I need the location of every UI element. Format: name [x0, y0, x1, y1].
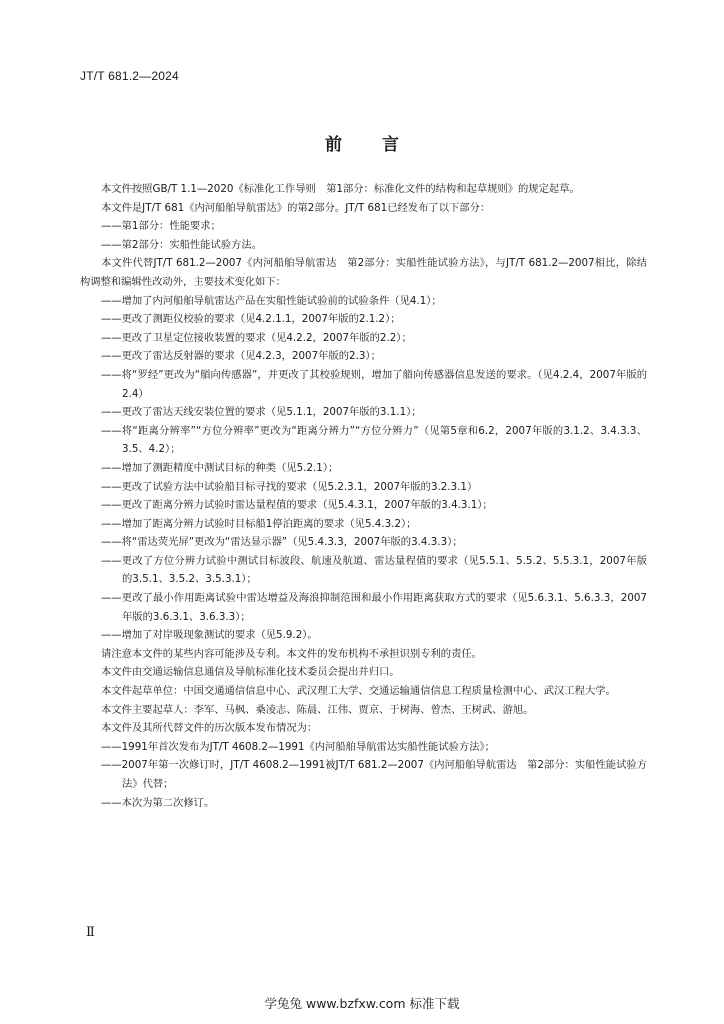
dash-list-item: ——增加了距离分辨力试验时目标船1停泊距离的要求（见5.4.3.2）；	[101, 517, 417, 530]
dash-list-item: ——将“雷达荧光屏”更改为“雷达显示器”（见5.4.3.3，2007年版的3.4.3.3）；	[101, 536, 463, 549]
dash-list-item: ——2007年第一次修订时，JT/T 4608.2—1991被JT/T 681.2—2007《内河船舶导航雷达 第2部分：实船性能试验方法》代替；	[101, 759, 647, 790]
standard-code: JT/T 681.2—2024	[80, 69, 179, 83]
dash-list-item: ——更改了距离分辨力试验时雷达量程值的要求（见5.4.3.1，2007年版的3.4.3.1）；	[101, 499, 493, 512]
watermark-text[interactable]: 学兔兔 www.bzfxw.com 标准下载	[264, 996, 460, 1011]
dash-list-item: ——更改了卫星定位接收装置的要求（见4.2.2，2007年版的2.2）；	[101, 331, 412, 344]
paragraph: 本文件及其所代替文件的历次版本发布情况为：	[101, 722, 318, 735]
paragraph: 本文件起草单位：中国交通通信信息中心、武汉理工大学、交通运输通信信息工程质量检测中心、武汉工程大学。	[101, 685, 616, 698]
paragraph: 本文件主要起草人：李军、马枫、桑凌志、陈晨、江伟、贾京、于树海、曾杰、王树武、游旭。	[101, 703, 534, 716]
dash-list-item: ——1991年首次发布为JT/T 4608.2—1991《内河船舶导航雷达实船性能试验方法》；	[101, 740, 495, 753]
paragraph: 本文件是JT/T 681《内河船舶导航雷达》的第2部分。JT/T 681已经发布了以下部分：	[101, 201, 491, 214]
page-title: 前言	[325, 135, 439, 155]
dash-list-item: ——更改了测距仪校验的要求（见4.2.1.1，2007年版的2.1.2）；	[101, 313, 401, 326]
paragraph: 本文件代替JT/T 681.2—2007《内河船舶导航雷达 第2部分：实船性能试验方法》，与JT/T 681.2—2007相比，除结构调整和编辑性改动外，主要技术变化如下：	[80, 257, 647, 288]
dash-list-item: ——第2部分：实船性能试验方法。	[101, 238, 263, 251]
dash-list-item: ——将“距离分辨率”“方位分辨率”更改为“距离分辨力”“方位分辨力”（见第5章和6.2，2007年版的3.1.2、3.4.3.3、3.5、4.2）；	[101, 424, 647, 456]
dash-list-item: ——更改了最小作用距离试验中雷达增益及海浪抑制范围和最小作用距离获取方式的要求（见5.6.3.1、5.6.3.3，2007年版的3.6.3.1、3.6.3.3）；	[101, 592, 647, 623]
dash-list-item: ——更改了方位分辨力试验中测试目标波段、航速及航道、雷达量程值的要求（见5.5.1、5.5.2、5.5.3.1，2007年版的3.5.1、3.5.2、3.5.3.1）；	[101, 554, 647, 586]
foreword-body	[80, 180, 647, 812]
page-number: Ⅱ	[86, 925, 95, 940]
paragraph: 本文件按照GB/T 1.1—2020《标准化工作导则 第1部分：标准化文件的结构和起草规则》的规定起草。	[101, 183, 580, 195]
dash-list-item: ——更改了雷达反射器的要求（见4.2.3，2007年版的2.3）；	[101, 350, 381, 363]
dash-list-item: ——增加了对岸吸现象测试的要求（见5.9.2）。	[101, 629, 318, 642]
dash-list-item: ——将“罗经”更改为“艏向传感器”，并更改了其校验规则，增加了艏向传感器信息发送的要求。（见4.2.4，2007年版的2.4）	[101, 368, 647, 400]
paragraph: 请注意本文件的某些内容可能涉及专利。本文件的发布机构不承担识别专利的责任。	[101, 647, 482, 660]
dash-list-item: ——第1部分：性能要求；	[101, 220, 221, 233]
dash-list-item: ——更改了试验方法中试验船目标寻找的要求（见5.2.3.1，2007年版的3.2.3.1）	[101, 480, 478, 493]
dash-list-item: ——增加了测距精度中测试目标的种类（见5.2.1）；	[101, 461, 339, 474]
dash-list-item: ——更改了雷达天线安装位置的要求（见5.1.1，2007年版的3.1.1）；	[101, 406, 422, 419]
dash-list-item: ——本次为第二次修订。	[101, 796, 215, 809]
dash-list-item: ——增加了内河船舶导航雷达产品在实船性能试验前的试验条件（见4.1）；	[101, 294, 442, 307]
paragraph: 本文件由交通运输信息通信及导航标准化技术委员会提出并归口。	[101, 666, 400, 679]
